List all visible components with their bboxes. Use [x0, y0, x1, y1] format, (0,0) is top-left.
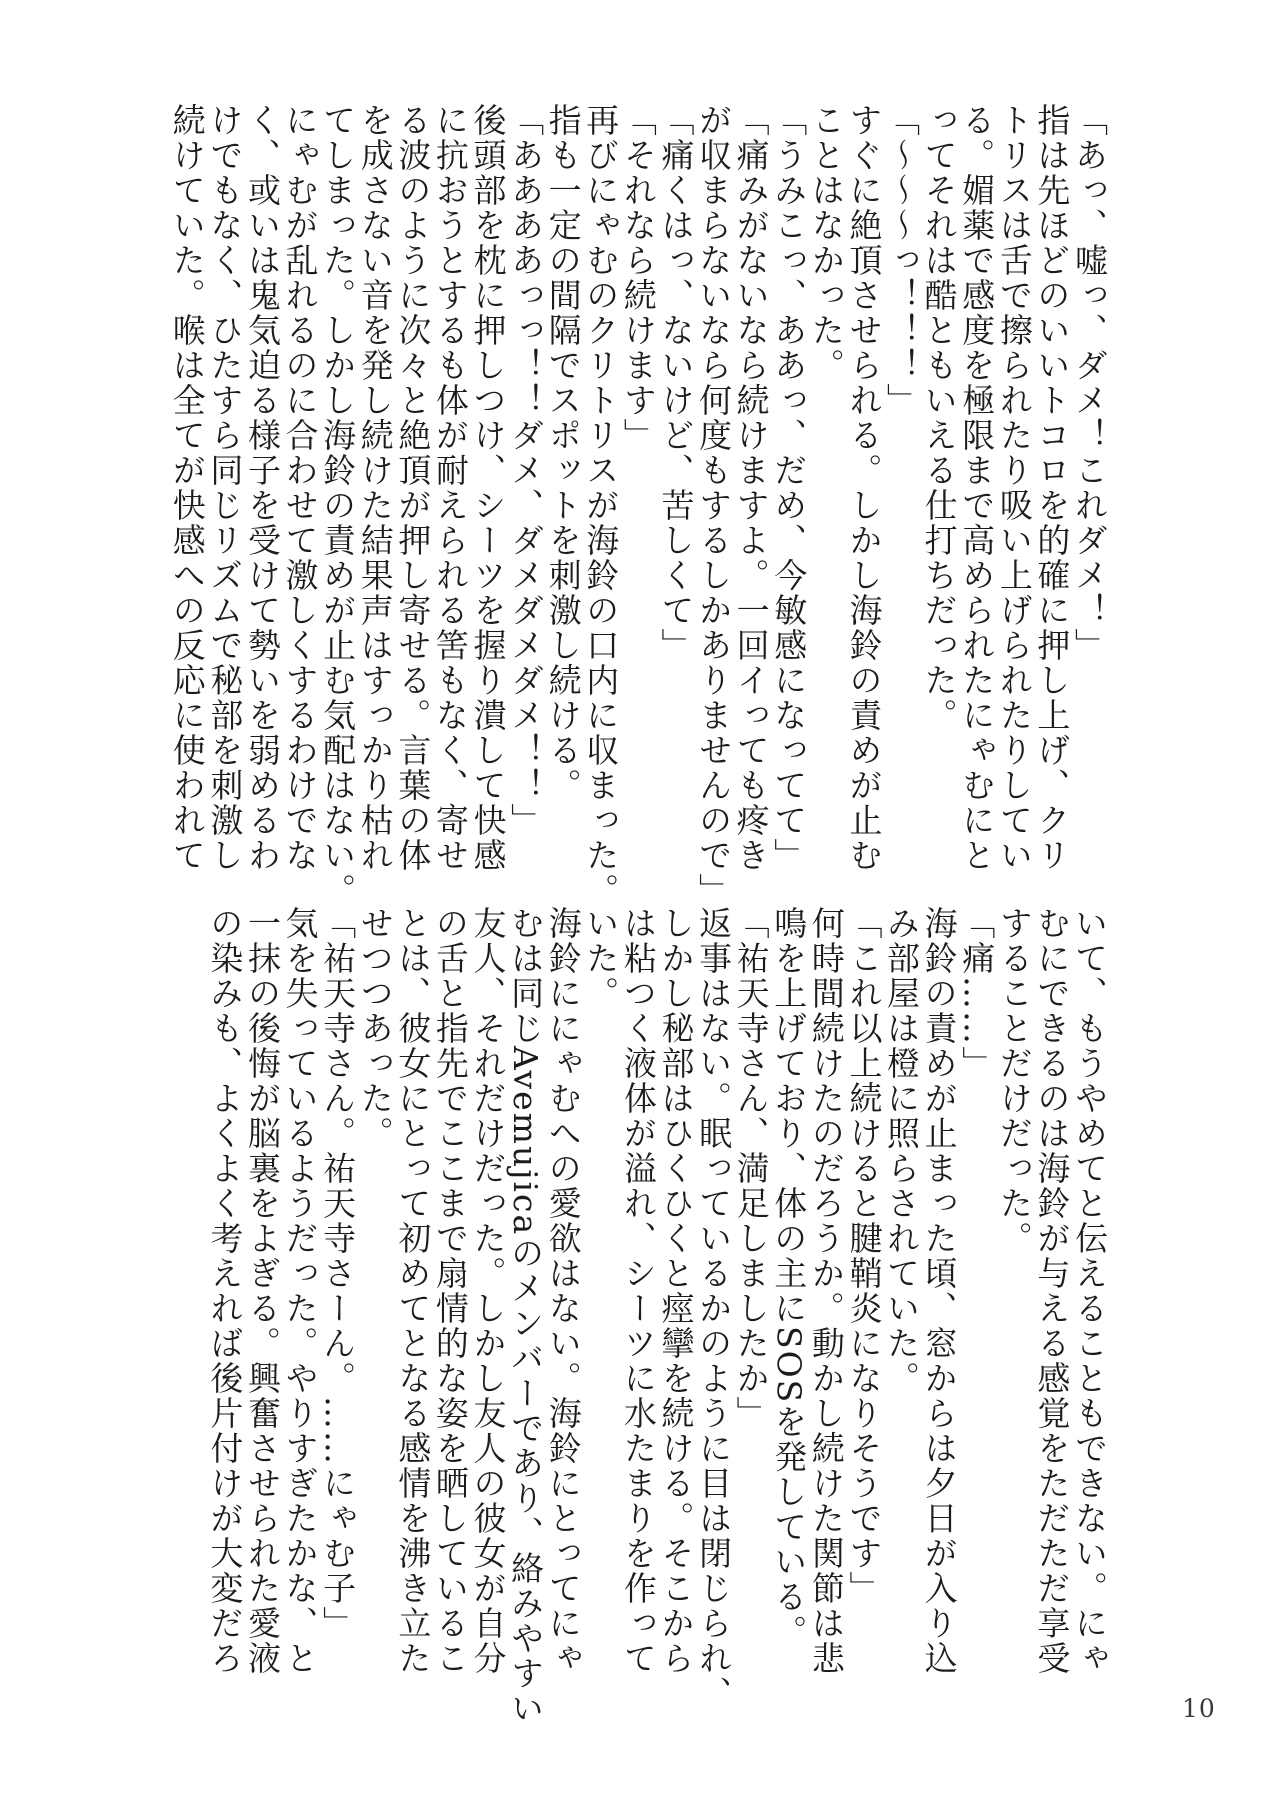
- text-column: の舌と指先でここまで扇情的な姿を晒しているこ: [430, 906, 470, 1676]
- text-column: 一抹の後悔が脳裏をよぎる。興奮させられた愛液: [242, 906, 282, 1676]
- text-column: 鳴を上げており、体の主にSOSを発している。: [769, 906, 809, 1650]
- text-column: にゃむが乱れるのに合わせて激しくするわけでな: [280, 103, 320, 873]
- text-column: せつつあった。: [355, 906, 395, 1151]
- text-column: が収まらないなら何度もするしかありませんので」: [694, 103, 734, 908]
- text-column: 「それなら続けます」: [618, 103, 658, 453]
- text-column: 「あっ、嘘っ、ダメ！これダメ！」: [1070, 103, 1109, 663]
- text-column: る。媚薬で感度を極限まで高められたにゃむにと: [957, 103, 997, 873]
- text-column: る波のように次々と絶頂が押し寄せる。言葉の体: [393, 103, 433, 873]
- text-column: 「痛くはっ、ないけど、苦しくて」: [656, 103, 696, 663]
- text-column: 指は先ほどのいいトコロを的確に押し上げ、クリ: [1032, 103, 1072, 873]
- text-column: 「うみこっ、ああっ、だめ、今敏感になってて」: [769, 103, 809, 873]
- text-column: いて、もうやめてと伝えることもできない。にゃ: [1070, 906, 1109, 1676]
- text-column: 「これ以上続けると腱鞘炎になりそうです」: [844, 906, 884, 1606]
- text-column: を成さない音を発し続けた結果声はすっかり枯れ: [355, 103, 395, 873]
- text-column: 気を失っているようだった。やりすぎたかな、と: [280, 906, 320, 1676]
- text-column: 指も一定の間隔でスポットを刺激し続ける。: [543, 103, 583, 803]
- text-column: 「痛……」: [957, 906, 997, 1081]
- text-column: 再びにゃむのクリトリスが海鈴の口内に収まった。: [581, 103, 621, 908]
- text-block-top: [167, 103, 1109, 908]
- page-number: 10: [1182, 1694, 1216, 1723]
- text-column: てしまった。しかし海鈴の責めが止む気配はない。: [318, 103, 358, 908]
- text-column: 「ああああっっ！！ダメ、ダメダメダメ！！」: [506, 103, 546, 838]
- text-column: 返事はない。眠っているかのように目は閉じられ、: [694, 906, 734, 1711]
- text-column: 「祐天寺さん、満足しましたか」: [731, 906, 771, 1431]
- text-column: に抗おうとするも体が耐えられる筈もなく、寄せ: [430, 103, 470, 873]
- text-column: 海鈴の責めが止まった頃、窓からは夕日が入り込: [919, 906, 959, 1676]
- text-column: 「痛みがないなら続けますよ。一回イっても疼き: [731, 103, 771, 873]
- text-block-bottom: [205, 906, 1109, 1727]
- text-column: く、或いは鬼気迫る様子を受けて勢いを弱めるわ: [242, 103, 282, 873]
- text-column: しかし秘部はひくひくと痙攣を続ける。そこから: [656, 906, 696, 1676]
- text-column: けでもなく、ひたすら同じリズムで秘部を刺激し: [205, 103, 245, 873]
- text-column: 「〜〜〜っ！！！」: [882, 103, 922, 418]
- text-column: ってそれは酷ともいえる仕打ちだった。: [919, 103, 959, 733]
- text-column: は粘つく液体が溢れ、シーツに水たまりを作って: [618, 906, 658, 1676]
- text-column: むは同じAvemujicaのメンバーであり、絡みやすい: [506, 906, 546, 1727]
- text-column: いた。: [581, 906, 621, 1011]
- text-column: むにできるのは海鈴が与える感覚をただただ享受: [1032, 906, 1072, 1676]
- text-column: 「祐天寺さん。祐天寺さーん。……にゃむ子」: [318, 906, 358, 1641]
- text-column: 友人、それだけだった。しかし友人の彼女が自分: [468, 906, 508, 1676]
- text-column: 何時間続けたのだろうか。動かし続けた関節は悲: [806, 906, 846, 1676]
- text-column: ことはなかった。: [806, 103, 846, 383]
- text-column: 続けていた。喉は全てが快感への反応に使われて: [167, 103, 207, 873]
- text-column: の染みも、よくよく考えれば後片付けが大変だろ: [205, 906, 245, 1676]
- text-column: 後頭部を枕に押しつけ、シーツを握り潰して快感: [468, 103, 508, 873]
- text-column: 海鈴ににゃむへの愛欲はない。海鈴にとってにゃ: [543, 906, 583, 1676]
- text-column: トリスは舌で擦られたり吸い上げられたりしてい: [994, 103, 1034, 873]
- text-column: すぐに絶頂させられる。しかし海鈴の責めが止む: [844, 103, 884, 873]
- text-column: とは、彼女にとって初めてとなる感情を沸き立た: [393, 906, 433, 1676]
- text-column: み部屋は橙に照らされていた。: [882, 906, 922, 1396]
- text-column: することだけだった。: [994, 906, 1034, 1256]
